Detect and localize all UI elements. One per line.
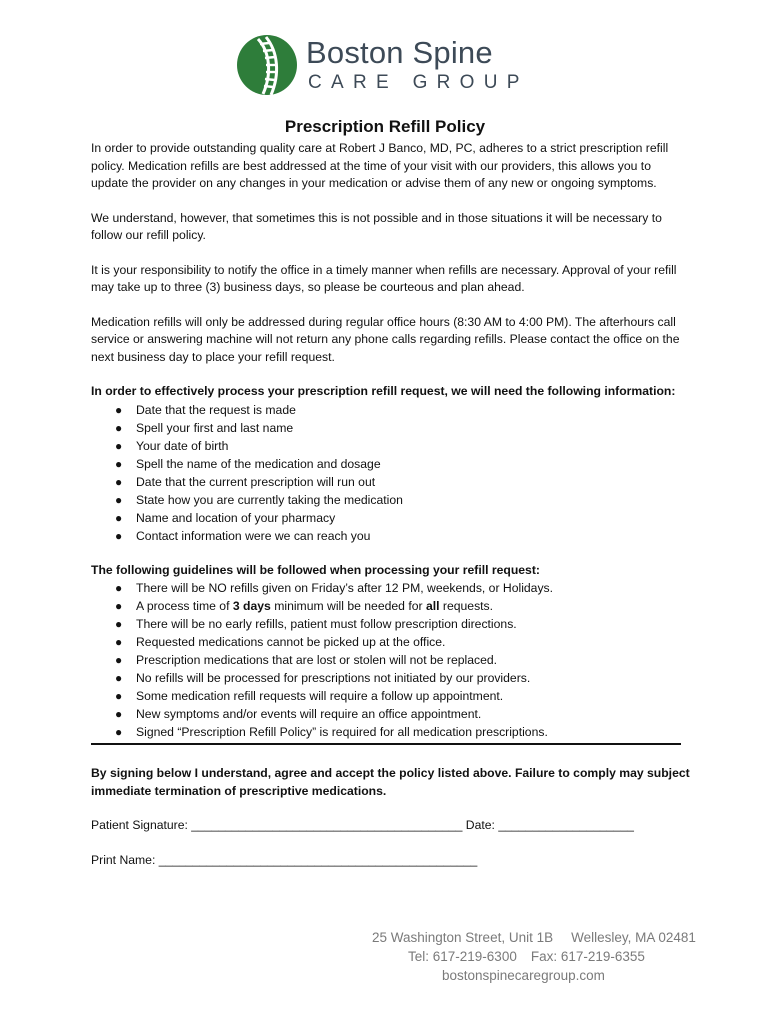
- list-item: ● Prescription medications that are lost or stolen will not be replaced.: [115, 653, 498, 667]
- footer-address: 25 Washington Street, Unit 1B: [372, 930, 554, 945]
- footer-address-row: [372, 928, 696, 947]
- print-name-label: Print Name:: [91, 852, 159, 867]
- paragraph-understand: We understand, however, that sometimes this is not possible and in those situations it will be necessary to follow our refill policy.: [91, 210, 662, 242]
- list-item: ● Date that the request is made: [115, 402, 296, 417]
- bullet-icon: ●: [115, 510, 123, 525]
- bullet-icon: ●: [115, 689, 123, 703]
- bullet-icon: ●: [115, 653, 123, 667]
- footer-phone-row: [372, 947, 692, 966]
- list-item: ● Your date of birth: [115, 438, 229, 453]
- list-item: ● Spell your first and last name: [115, 420, 294, 435]
- footer-contact: [372, 928, 696, 985]
- list-item: ● There will be NO refills given on Friday’s after 12 PM, weekends, or Holidays.: [115, 581, 554, 595]
- bullet-icon: ●: [115, 707, 123, 721]
- document-body: [91, 140, 691, 886]
- list-item: ● There will be no early refills, patient must follow prescription directions.: [115, 617, 517, 631]
- spine-logo-icon: [236, 34, 298, 96]
- list-item: ● New symptoms and/or events will require an office appointment.: [115, 707, 482, 721]
- list-item: ● State how you are currently taking the medication: [115, 492, 403, 507]
- intro-paragraph: In order to provide outstanding quality care at Robert J Banco, MD, PC, adheres to a strict prescription refill policy. Medication refills are best addressed at the time of your visit with our providers, this allows you to update the provider on any changes in your medication or advise them of any new or ongoing symptoms.: [91, 141, 669, 190]
- guidelines-list: [91, 579, 691, 741]
- bullet-icon: ●: [115, 474, 123, 489]
- date-field[interactable]: ____________________: [498, 818, 634, 832]
- bullet-icon: ●: [115, 671, 123, 685]
- patient-signature-field[interactable]: ________________________________________: [191, 818, 463, 832]
- bullet-icon: ●: [115, 599, 123, 613]
- list-item: ● A process time of 3 days minimum will be needed for all requests.: [115, 599, 494, 613]
- bullet-icon: ●: [115, 635, 123, 649]
- horizontal-rule: [91, 743, 681, 745]
- list-item: ● Some medication refill requests will require a follow up appointment.: [115, 689, 504, 703]
- bullet-icon: ●: [115, 617, 123, 631]
- list-item: ● Date that the current prescription will run out: [115, 474, 376, 489]
- bullet-icon: ●: [115, 456, 123, 471]
- bullet-icon: ●: [115, 402, 123, 417]
- agreement-statement: By signing below I understand, agree and accept the policy listed above. Failure to comply may subject immediate termination of prescriptive medications.: [91, 766, 690, 798]
- print-name-field[interactable]: _______________________________________________: [158, 852, 478, 867]
- bullet-icon: ●: [115, 581, 123, 595]
- bullet-icon: ●: [115, 438, 123, 453]
- paragraph-responsibility: It is your responsibility to notify the office in a timely manner when refills are necessary. Approval of your refill may take up to three (3) business days, so please be courteous and plan ahead.: [91, 262, 677, 294]
- footer-city: Wellesley, MA 02481: [571, 930, 696, 945]
- footer-tel: Tel: 617-219-6300: [408, 949, 517, 964]
- logo-name: Boston Spine: [306, 35, 493, 70]
- list-item: ● Requested medications cannot be picked up at the office.: [115, 635, 446, 649]
- footer-fax: Fax: 617-219-6355: [530, 949, 645, 964]
- print-name-row: [91, 852, 691, 870]
- patient-signature-row: [91, 817, 691, 835]
- page-title: Prescription Refill Policy: [284, 117, 486, 136]
- info-heading: In order to effectively process your prescription refill request, we will need the following information:: [91, 384, 676, 398]
- list-item: ● Spell the name of the medication and dosage: [115, 456, 381, 471]
- bullet-icon: ●: [115, 420, 123, 435]
- list-item: ● Signed “Prescription Refill Policy” is required for all medication prescriptions.: [115, 725, 548, 739]
- bullet-icon: ●: [115, 725, 123, 739]
- logo-subtitle: CARE GROUP: [308, 72, 529, 93]
- guidelines-heading: The following guidelines will be followed when processing your refill request:: [91, 562, 540, 577]
- patient-signature-label: Patient Signature:: [91, 818, 192, 832]
- paragraph-office-hours: Medication refills will only be addressed during regular office hours (8:30 AM to 4:00 PM). The afterhours call service or answering machine will not return any phone calls regarding refills. Please contact the office on the next business day to place your refill request.: [91, 314, 680, 364]
- list-item: ● No refills will be processed for prescriptions not initiated by our providers.: [115, 671, 531, 685]
- bullet-icon: ●: [115, 528, 123, 543]
- bullet-icon: ●: [115, 492, 123, 507]
- list-item: ● Contact information were we can reach you: [115, 528, 371, 543]
- info-list: [91, 401, 691, 545]
- footer-website: bostonspinecaregroup.com: [442, 968, 605, 983]
- list-item: ● Name and location of your pharmacy: [115, 510, 336, 525]
- date-label: Date:: [462, 818, 499, 832]
